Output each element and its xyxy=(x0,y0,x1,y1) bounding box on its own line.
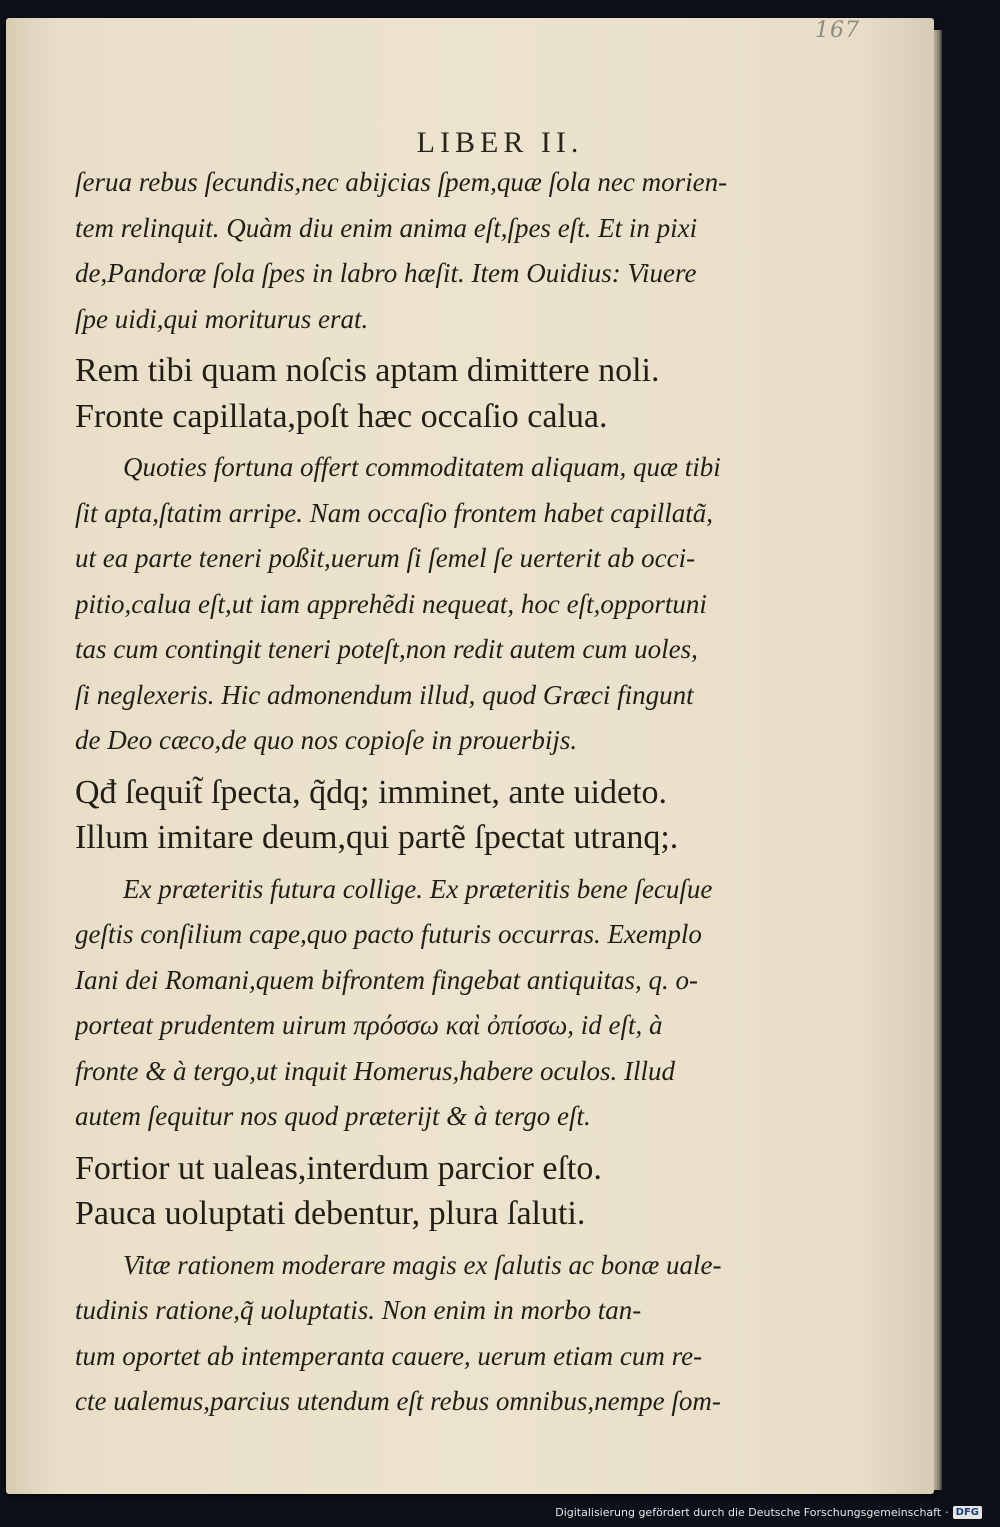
verse-line: Fronte capillata,poſt hæc occaſio calua. xyxy=(75,397,608,435)
folio-number: 167 xyxy=(815,18,860,43)
page-edge xyxy=(934,30,942,1490)
running-head: LIBER II. xyxy=(416,126,584,159)
text-line: pitio,calua eſt,ut iam apprehẽdi nequeat, hoc eſt,opportuni xyxy=(75,588,707,619)
text-line: autem ſequitur nos quod præterijt & à tergo eſt. xyxy=(75,1101,591,1131)
verse-line: Illum imitare deum,qui partẽ ſpectat utranq;. xyxy=(75,819,679,856)
text-line: ut ea parte teneri poßit,uerum ſi ſemel ſe uerterit ab occi- xyxy=(75,543,696,573)
text-line: tas cum contingit teneri poteſt,non redit autem cum uoles, xyxy=(75,634,698,664)
verse-couplet xyxy=(75,1146,795,1237)
dfg-logo: DFG xyxy=(953,1506,982,1519)
verse-line: Pauca uoluptati debentur, plura ſaluti. xyxy=(75,1195,586,1232)
verse-couplet xyxy=(75,348,795,439)
text-line: fronte & à tergo,ut inquit Homerus,habere oculos. Illud xyxy=(75,1055,675,1086)
text-line: Vitæ rationem moderare magis ex ſalutis ac bonæ uale- xyxy=(123,1249,722,1280)
text-line: tum oportet ab intemperanta cauere, uerum etiam cum re- xyxy=(75,1340,703,1371)
text-line: Iani dei Romani,quem bifrontem fingebat antiquitas, q. o- xyxy=(75,964,698,995)
prose-paragraph xyxy=(75,867,795,1140)
prose-paragraph xyxy=(75,445,795,764)
text-line: de,Pandoræ ſola ſpes in labro hæſit. Item Ouidius: Viuere xyxy=(75,258,697,288)
credit-text: Digitalisierung gefördert durch die Deutsche Forschungsgemeinschaft xyxy=(555,1506,942,1519)
verse-couplet xyxy=(75,770,795,861)
text-line: porteat prudentem uirum πρόσσω καὶ ὀπίσσω, id eſt, à xyxy=(75,1010,663,1040)
prose-paragraph xyxy=(75,160,795,342)
text-line: tem relinquit. Quàm diu enim anima eſt,ſpes eſt. Et in pixi xyxy=(75,212,698,243)
text-line: ſpe uidi,qui moriturus erat. xyxy=(75,303,369,334)
text-line: tudinis ratione,q̃ uoluptatis. Non enim in morbo tan- xyxy=(75,1295,642,1325)
text-line: ſit apta,ſtatim arripe. Nam occaſio frontem habet capillatã, xyxy=(75,497,713,528)
text-line: Ex præteritis futura collige. Ex præteritis bene ſecuſue xyxy=(123,873,713,904)
text-block xyxy=(75,160,795,1425)
verse-line: Fortior ut ualeas,interdum parcior eſto. xyxy=(75,1149,602,1187)
text-line: geſtis conſilium cape,quo pacto futuris occurras. Exemplo xyxy=(75,919,702,949)
verse-line: Rem tibi quam noſcis aptam dimittere noli. xyxy=(75,352,660,389)
digitization-credit: Digitalisierung gefördert durch die Deutsche Forschungsgemeinschaft · DFG xyxy=(555,1506,982,1519)
text-line: Quoties fortuna offert commoditatem aliquam, quæ tibi xyxy=(123,452,721,482)
text-line: cte ualemus,parcius utendum eſt rebus omnibus,nempe ſom- xyxy=(75,1386,721,1416)
text-line: de Deo cæco,de quo nos copioſe in prouerbijs. xyxy=(75,725,578,755)
verse-line: Qđ ſequit̃ ſpecta, q̃dq; imminet, ante uideto. xyxy=(75,773,668,811)
text-line: ſi neglexeris. Hic admonendum illud, quod Græci fingunt xyxy=(75,679,694,710)
text-line: ſerua rebus ſecundis,nec abijcias ſpem,quæ ſola nec morien- xyxy=(75,167,728,197)
prose-paragraph xyxy=(75,1243,795,1425)
